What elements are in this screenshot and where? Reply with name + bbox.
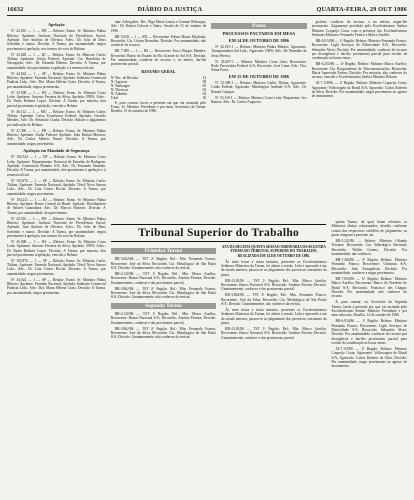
column-3 [211,20,306,220]
case-entry: Nº 47.390 — 1 — PR — Relator: Exmo. Sr. Ministro Pádua Ribeiro; Apelante: União Federal; Apelado: João Batista Moreira; Adv.: Dr. Carlos Alberto Nunes. Decisão: A Turma, por unanimidade, negou provimento. [7,128,106,146]
text-paragraph: Às treze horas e trinta minutos, presentes os Excelentíssimos Senhores Ministros da Turma, foi aberta a sessão. Lida e aprovada a ata da sessão anterior, passou-se ao julgamento dos processos constantes da pauta. [221,259,327,277]
tst-columns [111,245,327,341]
segunda-turma-heading: Segunda Turma [111,303,216,309]
pauta-date: EM 15 DE OUTUBRO DE 1986 [228,73,289,79]
case-entry: Nº 104.221 — 1 — RJ — Relator: Exmo. Sr. Ministro Pádua Ribeiro; Apelante: Banco Central do Brasil; Apelado: Distribuidora de Valores Guanabara; Adv.: Dr. Marcos Pinheiro. Decisão: A Turma, por unanimidade, deu provimento. [7,197,106,215]
case-entry: Nº 102.344 — 1 — DF — Relator: Exmo. Sr. Ministro Costa Leite; Apelante: Departamento Nacional de Estradas de Rodagem; Apelado: Construtora Planalto S/A; Adv.: Dr. Fernando Almeida. Decisão: A Turma, por unanimidade, deu provimento à apelação e à remessa oficial. [7,155,106,177]
text-paragraph: RR-4.120/86 — TST 1ª Região; Rel.: Min. Marco Aurélio; Recorrente: Banco Nacional S/A; Recorrido: Antônio Pereira; Decisão: Unanimemente, conhecer e dar provimento parcial. [221,326,327,340]
text-paragraph: RR-3.862/86 — TST 2ª Região; Rel.: Min. Fernando Franco; Recorrente: José da Silva; Recorrida: Cia. Metalúrgica de São Paulo S/A; Decisão: Unanimemente, não conhecer da revista. [110,286,217,300]
tst-banner: Tribunal Superior do Trabalho [111,224,327,242]
row-label: Total [110,96,119,101]
case-entry: Nº 103.876 — 1 — SP — Relator: Exmo. Sr. Ministro Carlos Thibau; Apelante: Fazenda Nacional; Apelada: Têxtil Nova Aurora Ltda.; Adv.: Dr. Luiz Carlos Rocha. Decisão: A Turma, por unanimidade, negou provimento. [7,178,106,196]
text-paragraph: Às treze horas e trinta minutos, presentes os Excelentíssimos Senhores Ministros da Turma, foi aberta a sessão. Lida e aprovada a ata da sessão anterior, passou-se ao julgamento dos processos constantes da pauta. [221,307,327,325]
page-number: 16632 [7,6,24,13]
row-label: Nº Diversos [110,88,129,93]
case-entry: Nº 103.876 — 1 — SP — Relator: Exmo. Sr. Ministro Carlos Thibau; Apelante: Fazenda Nacional; Apelada: Têxtil Nova Aurora Ltda.; Adv.: Dr. Luiz Carlos Rocha. Decisão: A Turma, por unanimidade, negou provimento. [7,258,106,276]
text-paragraph: RR 9.320 — 1 — RN — Recorrente: Edson Muniz Machado; Recorrida: Cia. Usinas Reunidas; Decisão: Por unanimidade, não conhecer do recurso. [110,34,207,48]
text-paragraph: RR-4.120/86 — TST 1ª Região; Rel.: Min. Marco Aurélio; Recorrente: Banco Nacional S/A; Recorrido: Antônio Pereira; Decisão: Unanimemente, conhecer e dar provimento parcial. [110,311,217,325]
text-paragraph: RR-3.862/86 — TST 2ª Região; Rel.: Min. Fernando Franco; Recorrente: José da Silva; Recorrida: Cia. Metalúrgica de São Paulo S/A; Decisão: Unanimemente, não conhecer da revista. [110,326,217,340]
ata-title: ATA DA DÉCIMA QUINTA SESSÃO ORDINÁRIA DA SEGUNDA TURMA DO TRIBUNAL SUPERIOR DO TRABALHO, REALIZADA EM 14 DE OUTUBRO DE 1986. [221,245,326,258]
lower-region [111,220,407,490]
journal-title: DIÁRIO DA JUSTIÇA [137,6,203,13]
right-region [111,20,407,490]
summary-title: RESUMO GERAL [141,68,176,74]
text-paragraph: RR-4.120/86 — TST 1ª Região; Rel.: Min. Marco Aurélio; Recorrente: Banco Nacional S/A; Recorrido: Antônio Pereira; Decisão: Unanimemente, conhecer e dar provimento parcial. [110,271,217,285]
column-1 [7,20,106,490]
text-paragraph: AI-7.118/86 — 2ª Região; Relator: Ministro Coqueijo Costa; Agravante: Volkswagen do Brasil S/A; Agravado: Carlos Roberto da Silva; Decisão: Por unanimidade, negar provimento ao agravo de instrumento. [331,346,407,369]
row-value: 30 [202,96,207,101]
text-paragraph: RR-6.014/86 — 1ª Região; Relator: Ministro Fernando Franco; Recorrente: Light Serviços de Eletricidade S/A; Recorrido: Sebastião Alves; Decisão: Por unanimidade, conhecer do recurso por divergência e dar-lhe provimento parcial para excluir da condenação as horas extras. [311,38,408,61]
text-paragraph: AI-7.118/86 — 2ª Região; Relator: Ministro Coqueijo Costa; Agravante: Volkswagen do Brasil S/A; Agravado: Carlos Roberto da Silva; Decisão: Por unanimidade, negar provimento ao agravo de instrumento. [311,81,408,99]
column-2 [111,20,206,220]
pauta-date: EM 14 DE OUTUBRO DE 1986 [228,37,289,43]
column-4-top [312,20,407,220]
text-paragraph: RR-5.221/86 — Relator: Ministro Orlando Teixeira; Recorrente: Cia. Siderúrgica Nacional; Recorrido: Waldir Gomes; Decisão: Por unanimidade, não conhecer. [331,238,407,256]
case-entry: Nº 44.022 — 1 — SP — Relator: Exmo. Sr. Ministro Pádua Ribeiro; Apelante: Fazenda Nacional; Apelada: Indústria Comercial Paulista Ltda.; Adv.: Dra. Maria Helena Costa. Decisão: A Turma, por unanimidade, negou provimento. [7,277,106,295]
text-paragraph: quinta Turma, da qual foram relatores os Ministros abaixo relacionados, decidiu conforme consta das respectivas certidões de julgamento, as quais integram a presente ata. [331,220,407,238]
row-label: Nº Embargos [110,84,130,89]
text-paragraph: proferir, conhecer do recurso, e no mérito, negar-lhe provimento. Julgamento presidido pelo Excelentíssimo Senhor Ministro Coqueijo Costa, com a presença dos Excelentíssimos Senhores Ministros Fernando Franco e Marco Aurélio. [311,20,408,38]
text-paragraph: Nº 42.015-1 — Relator: Ministro Pádua Ribeiro; Agravante: Transportadora Sul Ltda.; Agravado: INPS; Adv.: Dr. Benedito de Jesus Pereira. [211,45,307,58]
text-paragraph: RR-6.233/86 — 4ª Região; Relator: Ministro Marco Aurélio; Recorrente: Cia. Riograndense de Telecomunicações; Recorrida: Maria Aparecida Fontes; Decisão: Por maioria, não conhecer do recurso, vencido o Excelentíssimo Senhor Ministro Relator. [311,62,408,80]
subsection-heading: Apelação em Mandado de Segurança [23,147,90,153]
row-value: 08 [202,80,207,85]
text-paragraph: RR-7.402/86 — 3ª Região; Relator: Ministro Fernando Franco; Recorrente: Usiminas S/A; Recorrido: João Evangelista; Decisão: Por unanimidade, conhecer e negar provimento. [331,257,407,275]
text-paragraph: Nº 52.308-1 — Relator: Ministro Carlos Thibau; Agravante: União Federal; Agravado: Metalúrgica Andrade S/A; Adv.: Dr. Renato Campos. [211,81,307,94]
text-paragraph: ram: Advogados: Drs. Olga Maria Lemos e Carmen Rebouças; Adv.: Dr. Ruben Golveia e Outro. Sessão de 15 de outubro de 1986. [110,20,207,33]
case-entry: Nº 46.112 — 1 — MG — Relator: Exmo. Sr. Ministro Carlos Thibau; Apelante: Caixa Econômica Federal; Apelado: Geraldo Mendes; Adv.: Dr. Sebastião Cunha. Decisão: Adiado o julgamento por indicação do Relator. [7,109,106,127]
text-paragraph: E, para constar, eu, Secretário da Segunda Turma, lavrei a presente ata, que vai assinada pelo Excelentíssimo Senhor Ministro Presidente e por mim subscrita. Brasília, 14 de outubro de 1986. [331,300,407,318]
text-paragraph: RR-7.655/86 — 6ª Região; Relator: Ministro Marco Aurélio; Recorrente: Banco do Nordeste do Brasil S/A; Recorrido: Francisco das Chagas; Decisão: Por unanimidade, não conhecer do recurso. [331,276,407,299]
issue-date: QUARTA-FEIRA, 29 OUT 1986 [316,6,407,13]
row-value: 03 [202,84,207,89]
row-value: 02 [202,92,207,97]
text-paragraph: RR-3.862/86 — TST 2ª Região; Rel.: Min. Fernando Franco; Recorrente: José da Silva; Recorrida: Cia. Metalúrgica de São Paulo S/A; Decisão: Unanimemente, não conhecer da revista. [110,257,217,271]
text-paragraph: RR-6.014/86 — 1ª Região; Relator: Ministro Fernando Franco; Recorrente: Light Serviços de Eletricidade S/A; Recorrido: Sebastião Alves; Decisão: Por unanimidade, conhecer do recurso por divergência e dar-lhe provimento parcial para excluir da condenação as horas extras. [331,319,407,345]
column-4-bottom [331,220,407,490]
text-paragraph: RR-3.862/86 — TST 2ª Região; Rel.: Min. Fernando Franco; Recorrente: José da Silva; Recorrida: Cia. Metalúrgica de São Paulo S/A; Decisão: Unanimemente, não conhecer da revista. [221,293,327,306]
columns [7,20,407,490]
text-paragraph: Nº 45.007-1 — Relator: Ministro Costa Leite; Recorrente: Rede Ferroviária Federal S/A; Recorrido: José Lima; Adv.: Dra. Sônia Paiva. [211,59,307,73]
text-paragraph: Nº 53.110-1 — Relator: Ministro Costa Leite; Requerente: Ivo Ramos; Adv.: Dr. Carlos Nogueira. [211,95,307,104]
upper-columns [111,20,407,220]
page-header [7,6,407,16]
case-entry: Nº 45.008 — 1 — RS — Relator: Exmo. Sr. Ministro Costa Leite; Apelante: Antonio Ferreira da Silva; Apelado: INPS; Advs.: Dr. Paulo Roberto Lopes. Decisão: A Turma, por maioria, deu parcial provimento à apelação, vencido o Relator. [7,239,106,257]
tst-column-2 [221,245,326,341]
case-entry: Nº 45.008 — 1 — RS — Relator: Exmo. Sr. Ministro Costa Leite; Apelante: Antonio Ferreira da Silva; Apelado: INPS; Advs.: Dr. Paulo Roberto Lopes. Decisão: A Turma, por maioria, deu parcial provimento à apelação, vencido o Relator. [7,90,106,108]
row-label: Nº Agravos [110,80,128,85]
row-label: Nº Adiados [110,92,128,97]
tst-section [111,220,327,490]
row-value: 12 [202,75,207,80]
case-entry: Nº 44.022 — 1 — SP — Relator: Exmo. Sr. Ministro Pádua Ribeiro; Apelante: Fazenda Nacional; Apelada: Indústria Comercial Paulista Ltda.; Adv.: Dra. Maria Helena Costa. Decisão: A Turma, por unanimidade, negou provimento. [7,71,106,89]
case-entry: Nº 42.016 — 1 — RN — Relator: Exmo. Sr. Ministro Pádua Ribeiro; Apelante: Instituto Nacional de Previdência Social; Apelado: José Antônio de Oliveira; Advs.: Dr. João de Deus Sobrinho e outros. Decisão: A Turma, por unanimidade, negou provimento à apelação, nos termos do voto do Relator. [7,29,106,51]
row-label: Nº Rec. de Revista [110,75,138,80]
tst-column-1 [111,245,216,341]
text-paragraph: RR 7.085 — 1 — RS — Recorrente: Erico Borges Mendes; Recorrido: Banco do Estado do Rio Grande do Sul S/A; Decisão: Por unanimidade, conhecer do recurso e, no mérito, dar-lhe provimento parcial. [110,49,207,67]
text-paragraph: RR-4.120/86 — TST 1ª Região; Rel.: Min. Marco Aurélio; Recorrente: Banco Nacional S/A; Recorrido: Antônio Pereira; Decisão: Unanimemente, conhecer e dar provimento parcial. [221,278,327,292]
pauta-subtitle: PROCESSOS PAUTADOS EM MESA [222,31,296,37]
summary-table [111,76,206,101]
primeira-turma-heading: Primeira Turma [111,248,216,254]
text-paragraph: E, para constar, lavrei a presente ata que vai assinada pelo Exmo. Sr. Ministro Presidente e por mim, Secretário da Turma. Brasília, 15 de outubro de 1986. [110,100,207,114]
case-entry: Nº 42.016 — 1 — RN — Relator: Exmo. Sr. Ministro Pádua Ribeiro; Apelante: Instituto Nacional de Previdência Social; Apelado: José Antônio de Oliveira; Advs.: Dr. João de Deus Sobrinho e outros. Decisão: A Turma, por unanimidade, negou provimento à apelação, nos termos do voto do Relator. [7,216,106,238]
case-entry: Nº 43.648 — 1 — RJ — Relator: Exmo. Sr. Ministro Carlos Thibau; Apelante: União Federal; Apelado: Cia. Brasileira de Navegação; Adv.: Dr. Eduardo Ribeiro. Decisão: A Turma, por unanimidade, deu provimento à apelação e à remessa oficial. [7,52,106,70]
section-heading: Apelação [48,22,65,27]
pauta-box-title: Pauta [211,23,306,29]
row-value: 05 [202,88,207,93]
